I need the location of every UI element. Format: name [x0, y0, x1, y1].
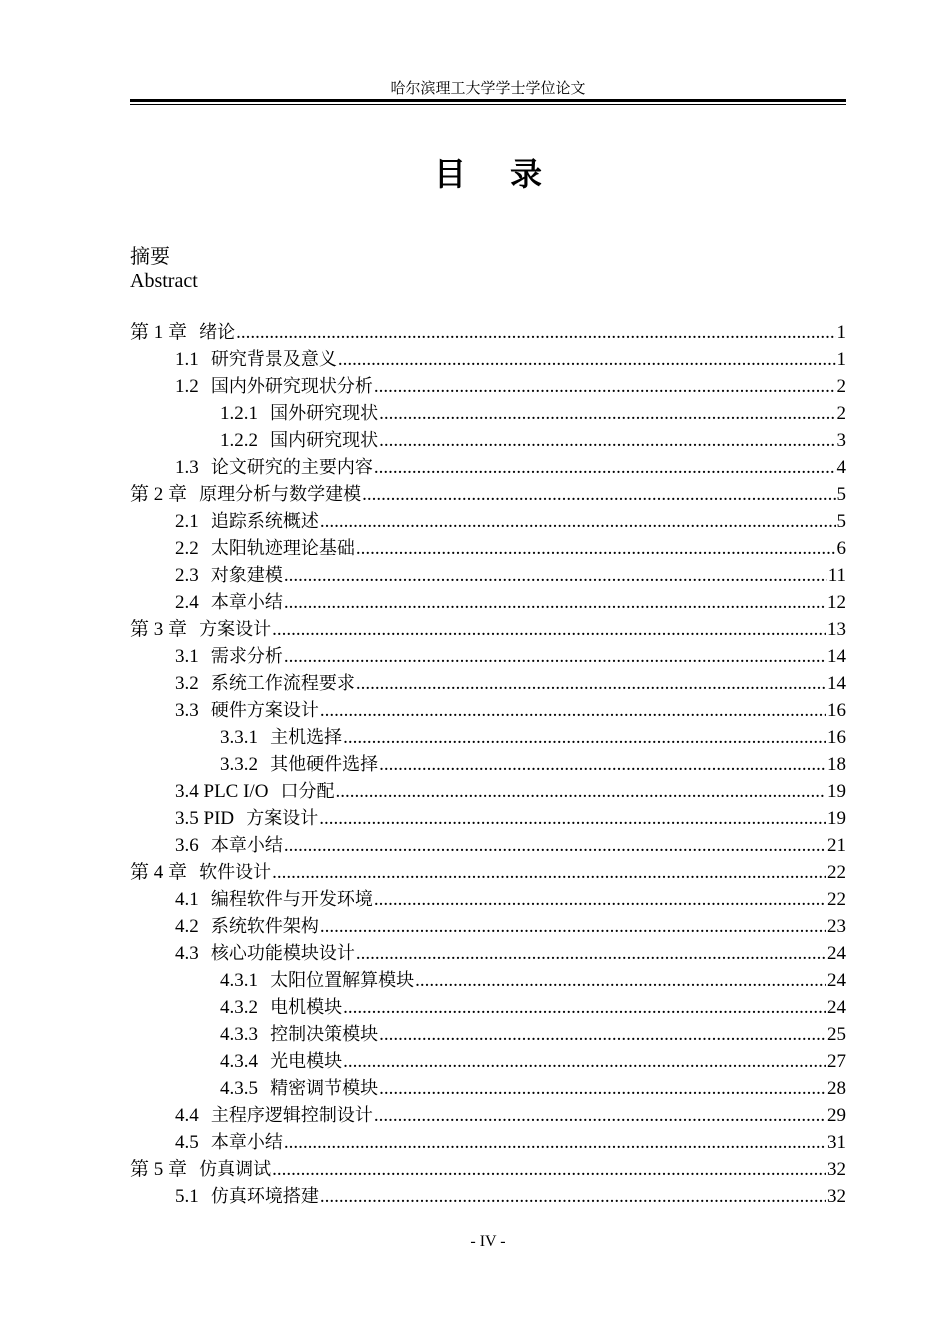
- toc-leader-dots: [374, 886, 826, 913]
- toc-entry-number: 3.6: [175, 835, 199, 856]
- toc-leader-dots: [415, 967, 826, 994]
- toc-entry-label: [220, 994, 342, 1021]
- toc-entry[interactable]: [130, 670, 846, 697]
- toc-entry-label: [175, 346, 337, 373]
- toc-leader-dots: [338, 346, 836, 373]
- toc-entry[interactable]: [130, 1129, 846, 1156]
- toc-entry-page: 18: [827, 754, 846, 775]
- toc-entry-title: 软件设计: [199, 862, 272, 883]
- toc-entry-label: [175, 373, 373, 400]
- toc-leader-dots: [284, 643, 826, 670]
- toc-entry[interactable]: [130, 319, 846, 346]
- toc-leader-dots: [336, 778, 826, 805]
- toc-entry-label: [130, 319, 235, 346]
- toc-entry[interactable]: [130, 1048, 846, 1075]
- toc-entry[interactable]: [130, 373, 846, 400]
- toc-entry-number: 4.5: [175, 1132, 199, 1153]
- toc-entry-label: [175, 1183, 319, 1210]
- toc-entry-page: 32: [827, 1186, 846, 1207]
- toc-entry[interactable]: [130, 508, 846, 535]
- toc-entry-title: 太阳位置解算模块: [270, 970, 415, 991]
- toc-leader-dots: [374, 373, 836, 400]
- toc-entry-page: 19: [827, 808, 846, 829]
- toc-entry-title: 仿真环境搭建: [210, 1186, 319, 1207]
- toc-entry-number: 2.3: [175, 565, 199, 586]
- toc-entry-label: [175, 562, 283, 589]
- toc-entry-number: 第 5 章: [130, 1159, 188, 1180]
- toc-entry-number: 5.1: [175, 1186, 199, 1207]
- toc-entry-abstract-zh[interactable]: 摘要: [130, 244, 170, 268]
- toc-leader-dots: [272, 859, 826, 886]
- toc-entry-label: [220, 1021, 378, 1048]
- toc-entry-title: 光电模块: [270, 1051, 343, 1072]
- toc-entry-page: 1: [836, 322, 846, 343]
- toc-entry-label: [175, 913, 319, 940]
- toc-entry-number: 4.1: [175, 889, 199, 910]
- toc-entry-label: [130, 481, 361, 508]
- toc-entry-label: [220, 967, 414, 994]
- toc-entry-number: 3.2: [175, 673, 199, 694]
- toc-entry-page: 24: [827, 970, 846, 991]
- toc-entry-title: 需求分析: [210, 646, 283, 667]
- toc-entry-page: 5: [836, 511, 846, 532]
- toc-entry-label: [175, 805, 318, 832]
- toc-entry[interactable]: [130, 778, 846, 805]
- toc-entry[interactable]: [130, 724, 846, 751]
- toc-leader-dots: [284, 589, 826, 616]
- toc-entry-page: 13: [827, 619, 846, 640]
- toc-leader-dots: [379, 1075, 826, 1102]
- toc-entry-title: 控制决策模块: [270, 1024, 379, 1045]
- toc-entry-page: 2: [836, 376, 846, 397]
- toc-entry-page: 22: [827, 889, 846, 910]
- toc-entry-number: 4.3: [175, 943, 199, 964]
- header-rule-thin: [130, 104, 846, 105]
- toc-entry[interactable]: [130, 886, 846, 913]
- toc-title: [130, 152, 846, 196]
- toc-entry[interactable]: [130, 427, 846, 454]
- toc-entry-title: 太阳轨迹理论基础: [210, 538, 355, 559]
- toc-entry-number: 4.3.5: [220, 1078, 258, 1099]
- toc-entry-number: 4.3.2: [220, 997, 258, 1018]
- toc-leader-dots: [356, 535, 836, 562]
- toc-entry-number: 1.1: [175, 349, 199, 370]
- toc-entry-label: [130, 859, 271, 886]
- toc-entry-page: 14: [827, 646, 846, 667]
- toc-entry-number: 3.3.1: [220, 727, 258, 748]
- toc-entry-number: 1.2.1: [220, 403, 258, 424]
- toc-entry-page: 31: [827, 1132, 846, 1153]
- toc-entry-number: 3.5 PID: [175, 808, 235, 829]
- toc-entry-page: 25: [827, 1024, 846, 1045]
- toc-entry-label: [220, 427, 378, 454]
- toc-leader-dots: [272, 1156, 826, 1183]
- toc-entry[interactable]: [130, 913, 846, 940]
- toc-entry-title: 主程序逻辑控制设计: [210, 1105, 373, 1126]
- toc-leader-dots: [379, 1021, 826, 1048]
- toc-entry-number: 2.2: [175, 538, 199, 559]
- toc-entry[interactable]: [130, 346, 846, 373]
- toc-entry-title: 仿真调试: [199, 1159, 272, 1180]
- toc-entry-number: 第 4 章: [130, 862, 188, 883]
- toc-leader-dots: [356, 940, 826, 967]
- toc-entry-page: 11: [827, 565, 846, 586]
- toc-entry-title: 精密调节模块: [270, 1078, 379, 1099]
- toc-entry[interactable]: [130, 400, 846, 427]
- toc-entry-number: 3.4 PLC I/O: [175, 781, 269, 802]
- toc-entry[interactable]: [130, 1102, 846, 1129]
- toc-entry-label: [175, 832, 283, 859]
- toc-entry-title: 国外研究现状: [270, 403, 379, 424]
- toc-entry-title: 论文研究的主要内容: [210, 457, 373, 478]
- toc-entry[interactable]: [130, 1075, 846, 1102]
- toc-entry-number: 4.3.1: [220, 970, 258, 991]
- toc-entry-label: [220, 751, 378, 778]
- toc-entry-number: 4.2: [175, 916, 199, 937]
- toc-entry-number: 4.4: [175, 1105, 199, 1126]
- toc-entry-number: 2.4: [175, 592, 199, 613]
- toc-leader-dots: [320, 913, 826, 940]
- toc-entry-number: 3.1: [175, 646, 199, 667]
- toc-entry[interactable]: [130, 832, 846, 859]
- toc-entry-title: 方案设计: [199, 619, 272, 640]
- toc-entry[interactable]: [130, 1156, 846, 1183]
- toc-entry[interactable]: [130, 616, 846, 643]
- toc-leader-dots: [284, 562, 827, 589]
- toc-title-char-1: 目: [433, 155, 466, 193]
- toc-entry-number: 4.3.4: [220, 1051, 258, 1072]
- toc-entry-title: 口分配: [280, 781, 335, 802]
- toc-entry-title: 系统工作流程要求: [210, 673, 355, 694]
- toc-entry-title: 本章小结: [210, 1132, 283, 1153]
- toc-leader-dots: [284, 1129, 826, 1156]
- toc-entry-page: 28: [827, 1078, 846, 1099]
- toc-leader-dots: [374, 454, 836, 481]
- toc-entry[interactable]: [130, 859, 846, 886]
- toc-entry-label: [175, 535, 355, 562]
- toc-entry-page: 16: [827, 700, 846, 721]
- toc-title-char-2: 录: [510, 155, 543, 193]
- running-header: 哈尔滨理工大学学士学位论文: [390, 79, 586, 97]
- toc-entry-page: 16: [827, 727, 846, 748]
- toc-entry-abstract-en[interactable]: Abstract: [130, 270, 198, 292]
- toc-entry-label: [220, 1048, 342, 1075]
- toc-entry[interactable]: [130, 751, 846, 778]
- toc-entry-title: 原理分析与数学建模: [199, 484, 362, 505]
- toc-entry-number: 1.2.2: [220, 430, 258, 451]
- toc-entry-number: 第 1 章: [130, 322, 188, 343]
- toc-entry-page: 4: [836, 457, 846, 478]
- toc-entry-page: 5: [836, 484, 846, 505]
- toc-leader-dots: [343, 724, 826, 751]
- toc-entry-label: [175, 886, 373, 913]
- toc-entry[interactable]: [130, 994, 846, 1021]
- toc-entry-number: 第 2 章: [130, 484, 188, 505]
- toc-entry-page: 19: [827, 781, 846, 802]
- toc-entry-number: 1.3: [175, 457, 199, 478]
- toc-entry[interactable]: [130, 1183, 846, 1210]
- toc-leader-dots: [379, 751, 826, 778]
- toc-entry-label: [220, 400, 378, 427]
- toc-entry-page: 27: [827, 1051, 846, 1072]
- toc-entry[interactable]: [130, 643, 846, 670]
- toc-entry-label: [130, 1156, 271, 1183]
- toc-entry-label: [175, 778, 335, 805]
- toc-entry[interactable]: [130, 805, 846, 832]
- toc-entry-label: [220, 1075, 378, 1102]
- toc-entry-title: 核心功能模块设计: [210, 943, 355, 964]
- toc-leader-dots: [320, 508, 836, 535]
- toc-entry-page: 1: [836, 349, 846, 370]
- toc-entry-title: 国内外研究现状分析: [210, 376, 373, 397]
- toc-entry-title: 国内研究现状: [270, 430, 379, 451]
- toc-leader-dots: [320, 697, 826, 724]
- toc-leader-dots: [343, 994, 826, 1021]
- toc-entry-page: 2: [836, 403, 846, 424]
- toc-entry-title: 主机选择: [270, 727, 343, 748]
- toc-leader-dots: [284, 832, 826, 859]
- toc-entry[interactable]: [130, 697, 846, 724]
- toc-entry-label: [175, 508, 319, 535]
- toc-entry-number: 第 3 章: [130, 619, 188, 640]
- toc-leader-dots: [356, 670, 826, 697]
- toc-leader-dots: [343, 1048, 826, 1075]
- toc-entry-title: 本章小结: [210, 592, 283, 613]
- toc-entry-label: [175, 940, 355, 967]
- toc-entry-title: 对象建模: [210, 565, 283, 586]
- toc-entry-page: 24: [827, 997, 846, 1018]
- toc-entry-number: 3.3: [175, 700, 199, 721]
- toc-entry-title: 系统软件架构: [210, 916, 319, 937]
- toc-entry-title: 本章小结: [210, 835, 283, 856]
- header-rule-thick: [130, 99, 846, 102]
- toc-entry-label: [175, 643, 283, 670]
- toc-entry-title: 方案设计: [246, 808, 319, 829]
- toc-entry-number: 1.2: [175, 376, 199, 397]
- toc-entry-page: 6: [836, 538, 846, 559]
- toc-entry[interactable]: [130, 535, 846, 562]
- toc-entry-label: [175, 589, 283, 616]
- toc-entry-number: 2.1: [175, 511, 199, 532]
- toc-entry-title: 编程软件与开发环境: [210, 889, 373, 910]
- toc-entry-title: 硬件方案设计: [210, 700, 319, 721]
- toc-entry[interactable]: [130, 562, 846, 589]
- toc-entry-label: [130, 616, 271, 643]
- toc-entry-page: 14: [827, 673, 846, 694]
- toc-leader-dots: [362, 481, 835, 508]
- toc-leader-dots: [236, 319, 835, 346]
- toc-leader-dots: [379, 400, 835, 427]
- toc-entry-title: 电机模块: [270, 997, 343, 1018]
- toc-entry-page: 29: [827, 1105, 846, 1126]
- toc-leader-dots: [374, 1102, 826, 1129]
- toc-entry[interactable]: [130, 967, 846, 994]
- toc-entry-label: [220, 724, 342, 751]
- toc-entry-page: 22: [827, 862, 846, 883]
- toc-entry[interactable]: [130, 454, 846, 481]
- toc-entry-title: 绪论: [199, 322, 236, 343]
- toc-leader-dots: [319, 805, 826, 832]
- toc-entry-label: [175, 1129, 283, 1156]
- toc-entry[interactable]: [130, 589, 846, 616]
- toc-entry-title: 研究背景及意义: [210, 349, 337, 370]
- toc-entry-page: 24: [827, 943, 846, 964]
- toc-entry-page: 32: [827, 1159, 846, 1180]
- table-of-contents: [130, 319, 846, 1210]
- toc-entry-number: 4.3.3: [220, 1024, 258, 1045]
- toc-entry[interactable]: [130, 940, 846, 967]
- toc-entry-page: 12: [827, 592, 846, 613]
- toc-entry-page: 21: [827, 835, 846, 856]
- page-number: - IV -: [470, 1233, 506, 1250]
- toc-entry[interactable]: [130, 481, 846, 508]
- toc-entry-title: 其他硬件选择: [270, 754, 379, 775]
- toc-entry-label: [175, 1102, 373, 1129]
- toc-leader-dots: [379, 427, 835, 454]
- toc-leader-dots: [272, 616, 826, 643]
- toc-entry-page: 23: [827, 916, 846, 937]
- toc-entry-number: 3.3.2: [220, 754, 258, 775]
- toc-entry[interactable]: [130, 1021, 846, 1048]
- toc-entry-label: [175, 697, 319, 724]
- toc-entry-page: 3: [836, 430, 846, 451]
- toc-entry-title: 追踪系统概述: [210, 511, 319, 532]
- toc-entry-label: [175, 670, 355, 697]
- toc-leader-dots: [320, 1183, 826, 1210]
- toc-entry-label: [175, 454, 373, 481]
